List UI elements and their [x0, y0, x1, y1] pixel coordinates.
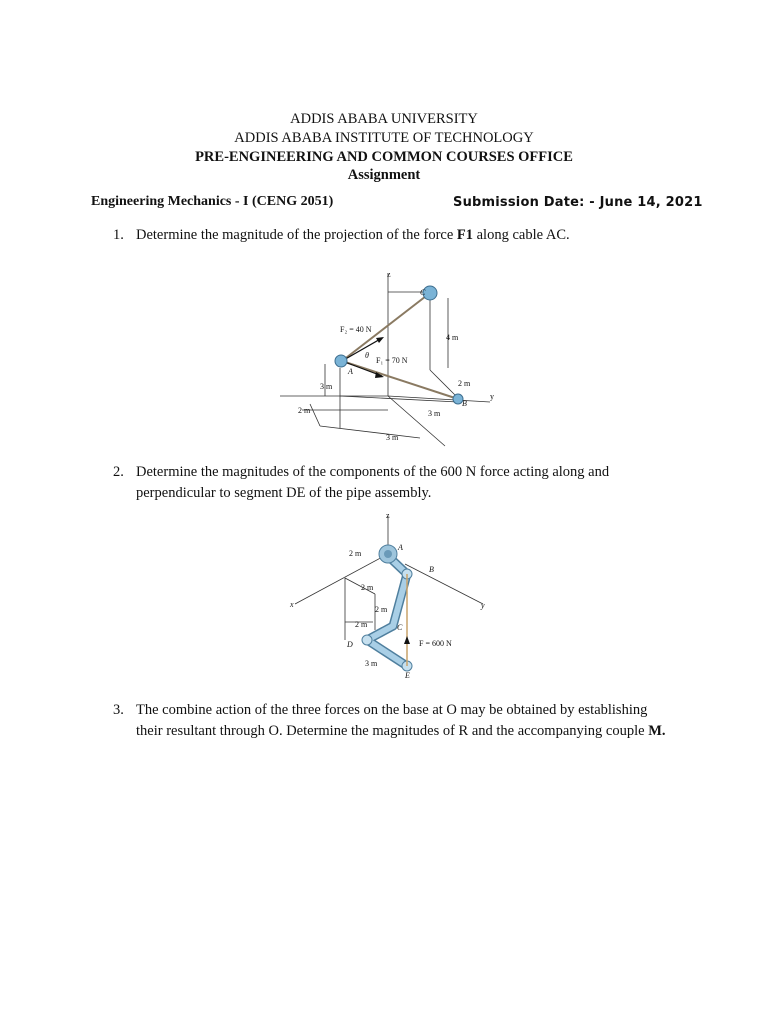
axis-y-label: y — [481, 601, 485, 610]
figure-2-pipe-assembly — [285, 512, 495, 684]
point-b-label: B — [429, 565, 434, 574]
question-number: 3. — [113, 702, 124, 718]
force-label: F = 600 N — [419, 639, 452, 648]
dim-3m-mid: 3 m — [428, 409, 441, 418]
force-f1-label: F₁ = 70 N — [376, 356, 408, 365]
office-name: PRE-ENGINEERING AND COMMON COURSES OFFICE — [195, 149, 573, 165]
dim-2m-top: 2 m — [349, 549, 362, 558]
force-f2-label: F₂ = 40 N — [340, 325, 372, 334]
dim-2m-right: 2 m — [458, 379, 471, 388]
point-c-label: C — [420, 288, 426, 297]
axis-z-label: z — [387, 270, 391, 279]
dim-2m-c: 2 m — [355, 620, 368, 629]
question-text: Determine the magnitudes of the components of the 600 N force acting along and perpendicular to segment DE of the pipe assembly. — [136, 464, 610, 501]
question-text: The combine action of the three forces on the base at O may be obtained by establishing their resultant through O. Determine the magnitudes of R and the accompanying couple M. — [136, 702, 666, 739]
point-d-label: D — [347, 640, 353, 649]
axis-z-label: z — [386, 512, 390, 520]
dim-2m-b: 2 m — [375, 605, 388, 614]
axis-x-label: x — [290, 600, 294, 609]
point-a-label: A — [348, 367, 353, 376]
point-b-label: B — [462, 399, 467, 408]
course-title: Engineering Mechanics - I (CENG 2051) — [91, 194, 334, 209]
point-a-label: A — [398, 543, 403, 552]
theta-label: θ — [365, 351, 369, 360]
submission-date: Submission Date: - June 14, 2021 — [453, 195, 703, 210]
dim-3m-left: 3 m — [320, 382, 333, 391]
point-e-label: E — [405, 671, 410, 680]
question-number: 2. — [113, 464, 124, 480]
dim-3m: 3 m — [365, 659, 378, 668]
point-c-label: C — [397, 623, 403, 632]
figure-1-cable-diagram — [280, 268, 500, 450]
dim-2m-a: 2 m — [361, 583, 374, 592]
question-text: Determine the magnitude of the projection of the force F1 along cable AC. — [136, 227, 570, 243]
university-name: ADDIS ABABA UNIVERSITY — [290, 111, 478, 127]
document-type: Assignment — [347, 167, 421, 183]
dim-3m-bottom: 3 m — [386, 433, 399, 442]
axis-y-label: y — [490, 392, 494, 401]
dim-4m: 4 m — [446, 333, 459, 342]
institute-name: ADDIS ABABA INSTITUTE OF TECHNOLOGY — [234, 130, 534, 146]
dim-2m-left: 2 m — [298, 406, 311, 415]
question-number: 1. — [113, 227, 124, 243]
